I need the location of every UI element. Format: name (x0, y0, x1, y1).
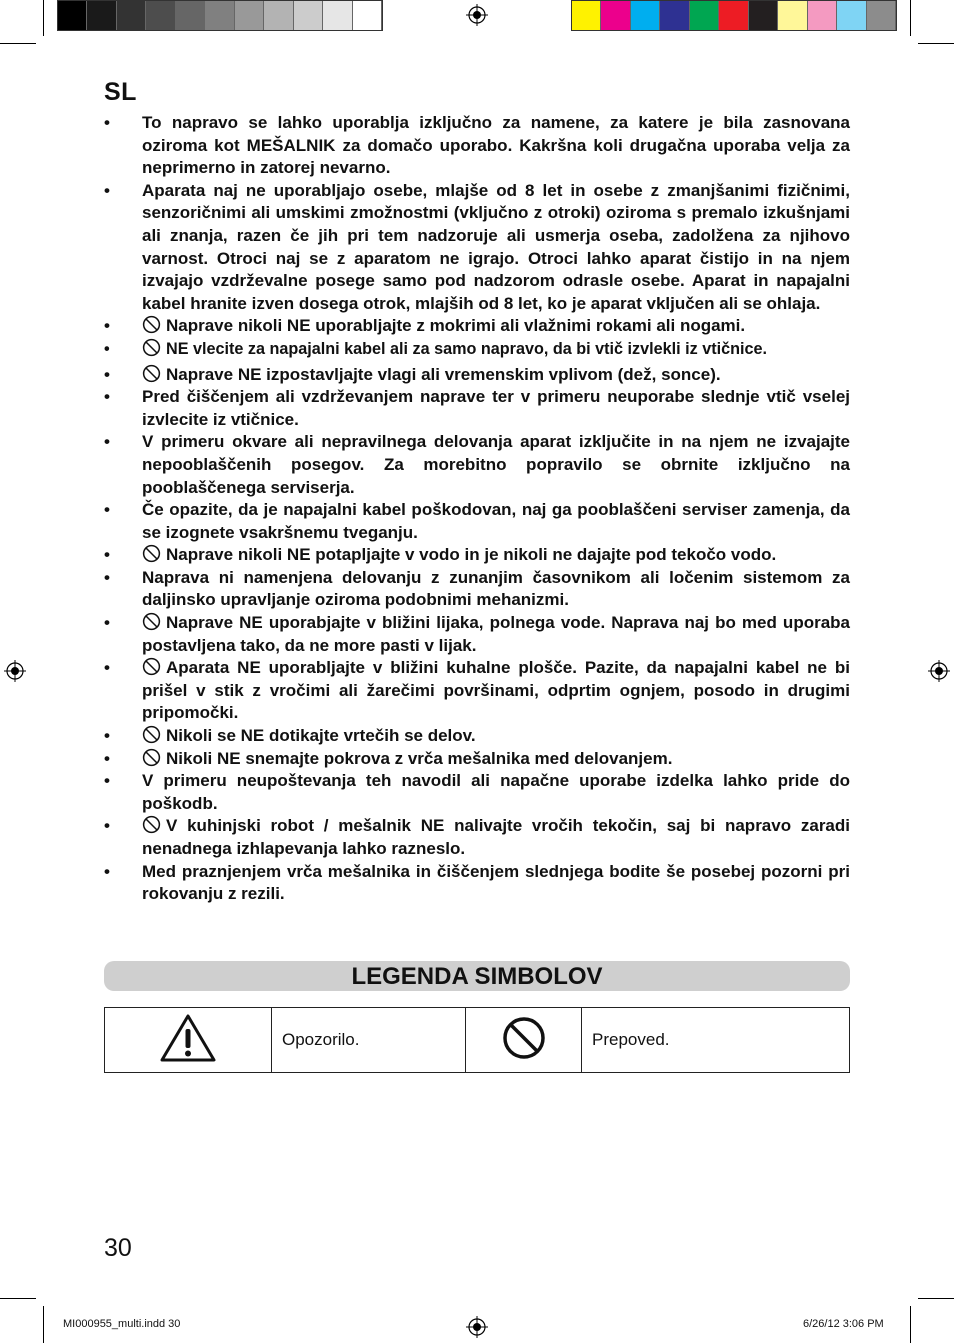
bullet-marker: • (104, 726, 110, 746)
prohibition-icon (142, 815, 161, 834)
list-item (104, 499, 850, 544)
prohibition-symbol-cell (466, 1008, 582, 1073)
color-swatch (264, 1, 293, 30)
list-item (104, 364, 850, 387)
bullet-marker: • (104, 387, 110, 407)
list-item (104, 612, 850, 657)
list-item-text: Naprave nikoli NE uporabljajte z mokrimi ali vlažnimi rokami ali nogami. (166, 316, 746, 336)
list-item-text: To napravo se lahko uporablja izključno za namene, za katere je bila zasnovana oziroma kot MEŠALNIK za domačo uporabo. Kakršna koli drugačna uporaba velja za neprimerno in zatorej nevarno. (142, 113, 850, 178)
list-item-text: Naprave nikoli NE potapljajte v vodo in je nikoli ne dajajte pod tekočo vodo. (166, 545, 777, 565)
grayscale-color-bar (57, 0, 383, 31)
list-item-text: Naprava ni namenjena delovanju z zunanjim časovnikom ali ločenim sistemom za daljinsko upravljanje oziroma podobnimi mehanizmi. (142, 567, 850, 610)
list-item (104, 725, 850, 748)
prohibition-label: Prepoved. (582, 1008, 850, 1073)
prohibition-icon (142, 364, 161, 383)
bullet-marker: • (104, 339, 110, 358)
list-item-text: Aparata naj ne uporabljajo osebe, mlajše od 8 let in osebe z zmanjšanimi fizičnimi, senzoričnimi ali umskimi zmožnostmi (vključno z otroki) oziroma s premalo izkušnjami ali znanja, razen če jih pri tem nadzoruje ali usmerja oseba, zadolžena za njihovo varnost. Otroci naj se z aparatom ne igrajo. Otroci lahko aparat čistijo in na njem izvajajo vzdrževalne posege samo pod nadzorom odrasle osebe. Aparat in napajalni kabel hranite izven dosega otrok, mlajših od 8 let, ko je aparat vključen ali se ohlaja. (142, 180, 850, 313)
bullet-marker: • (104, 500, 110, 520)
list-item (104, 386, 850, 431)
prohibition-icon (142, 748, 161, 767)
crop-mark (43, 1306, 44, 1343)
list-item (104, 431, 850, 499)
list-item (104, 180, 850, 316)
list-item (104, 315, 850, 338)
bullet-marker: • (104, 613, 110, 633)
list-item-text: Naprave NE uporabjajte v bližini lijaka, polnega vode. Naprava naj bo med uporaba postavljena tako, da ne more pasti v lijak. (142, 613, 850, 655)
crop-mark (910, 0, 911, 36)
registration-mark-icon (466, 1316, 488, 1338)
list-item (104, 567, 850, 612)
color-swatch (176, 1, 205, 30)
warning-triangle-icon (159, 1013, 217, 1063)
list-item-text: V primeru neupoštevanja teh navodil ali napačne uporabe izdelka lahko pride do poškodb. (142, 771, 850, 813)
color-swatch (719, 1, 748, 30)
registration-mark-icon (928, 660, 950, 682)
crop-mark (918, 43, 954, 44)
warning-symbol-cell (105, 1008, 272, 1073)
list-item-text: V primeru okvare ali nepravilnega delovanja aparat izključite in na njem ne izvajajte nepooblaščenih posegov. Za morebitno popravilo se obrnite izključno na pooblaščenega serviserja. (142, 432, 850, 497)
list-item (104, 815, 850, 860)
color-swatch (146, 1, 175, 30)
list-item (104, 112, 850, 180)
color-swatch (87, 1, 116, 30)
bullet-marker: • (104, 771, 110, 791)
color-swatch (867, 1, 896, 30)
crop-mark (910, 1306, 911, 1343)
prohibition-icon (142, 315, 161, 334)
color-swatch (294, 1, 323, 30)
color-swatch (572, 1, 601, 30)
list-item-text: Če opazite, da je napajalni kabel poškodovan, naj ga pooblaščeni serviser zamenja, da se izognete vsakršnemu tveganju. (142, 500, 850, 542)
registration-mark-icon (4, 660, 26, 682)
list-item-text: Med praznjenjem vrča mešalnika in čiščenjem slednjega bodite še posebej pozorni pri rokovanju z rezili. (142, 861, 850, 904)
color-swatch (323, 1, 352, 30)
color-swatch (601, 1, 630, 30)
color-swatch (631, 1, 660, 30)
prohibition-icon (502, 1016, 546, 1060)
bullet-marker: • (104, 748, 110, 768)
list-item-text: NE vlecite za napajalni kabel ali za samo napravo, da bi vtič izvlekli iz vtičnice. (166, 339, 767, 358)
prohibition-icon (142, 338, 161, 357)
list-item-text: Naprave NE izpostavljajte vlagi ali vremenskim vplivom (dež, sonce). (166, 364, 721, 384)
color-swatch (690, 1, 719, 30)
page-number: 30 (104, 1234, 132, 1262)
list-item-text: Nikoli NE snemajte pokrova z vrča mešalnika med delovanjem. (166, 748, 673, 768)
list-item (104, 748, 850, 771)
symbol-legend-table (104, 1007, 850, 1073)
color-swatch (58, 1, 87, 30)
legend-title: LEGENDA SIMBOLOV (104, 961, 850, 991)
list-item (104, 338, 850, 361)
prohibition-icon (142, 612, 161, 631)
list-item-text: Nikoli se NE dotikajte vrtečih se delov. (166, 726, 476, 746)
list-item (104, 770, 850, 815)
color-swatch (660, 1, 689, 30)
warning-label: Opozorilo. (272, 1008, 466, 1073)
process-color-bar (571, 0, 897, 31)
color-swatch (205, 1, 234, 30)
registration-mark-icon (466, 4, 488, 26)
footer-file-name: MI000955_multi.indd 30 (63, 1318, 181, 1330)
bullet-marker: • (104, 180, 110, 200)
bullet-marker: • (104, 658, 110, 678)
list-item-text: Aparata NE uporabljajte v bližini kuhalne plošče. Pazite, da napajalni kabel ne bi prišel v stik z vročimi ali žarečimi površinami, odprtim ognjem, posodo in drugimi pripomočki. (142, 658, 850, 723)
prohibition-icon (142, 725, 161, 744)
bullet-marker: • (104, 816, 110, 836)
list-item-text: V kuhinjski robot / mešalnik NE nalivajte vročih tekočin, saj bi napravo zaradi nenadnega izhlapevanja lahko razneslo. (142, 816, 850, 858)
color-swatch (749, 1, 778, 30)
crop-mark (43, 0, 44, 36)
bullet-marker: • (104, 432, 110, 452)
bullet-marker: • (104, 316, 110, 336)
list-item (104, 657, 850, 725)
color-swatch (235, 1, 264, 30)
bullet-marker: • (104, 861, 110, 881)
prohibition-icon (142, 657, 161, 676)
color-swatch (353, 1, 382, 30)
bullet-marker: • (104, 567, 110, 587)
bullet-marker: • (104, 113, 110, 132)
safety-instructions-list (104, 112, 850, 906)
color-swatch (117, 1, 146, 30)
list-item (104, 544, 850, 567)
language-code-heading: SL (104, 78, 137, 106)
list-item-text: Pred čiščenjem ali vzdrževanjem naprave ter v primeru neuporabe slednje vtič vselej izvlecite iz vtičnice. (142, 387, 850, 429)
prohibition-icon (142, 544, 161, 563)
crop-mark (0, 1298, 36, 1299)
crop-mark (0, 43, 36, 44)
list-item (104, 861, 850, 906)
footer-date: 6/26/12 3:06 PM (803, 1318, 884, 1330)
bullet-marker: • (104, 364, 110, 384)
crop-mark (918, 1298, 954, 1299)
bullet-marker: • (104, 545, 110, 565)
color-swatch (808, 1, 837, 30)
color-swatch (778, 1, 807, 30)
color-swatch (837, 1, 866, 30)
